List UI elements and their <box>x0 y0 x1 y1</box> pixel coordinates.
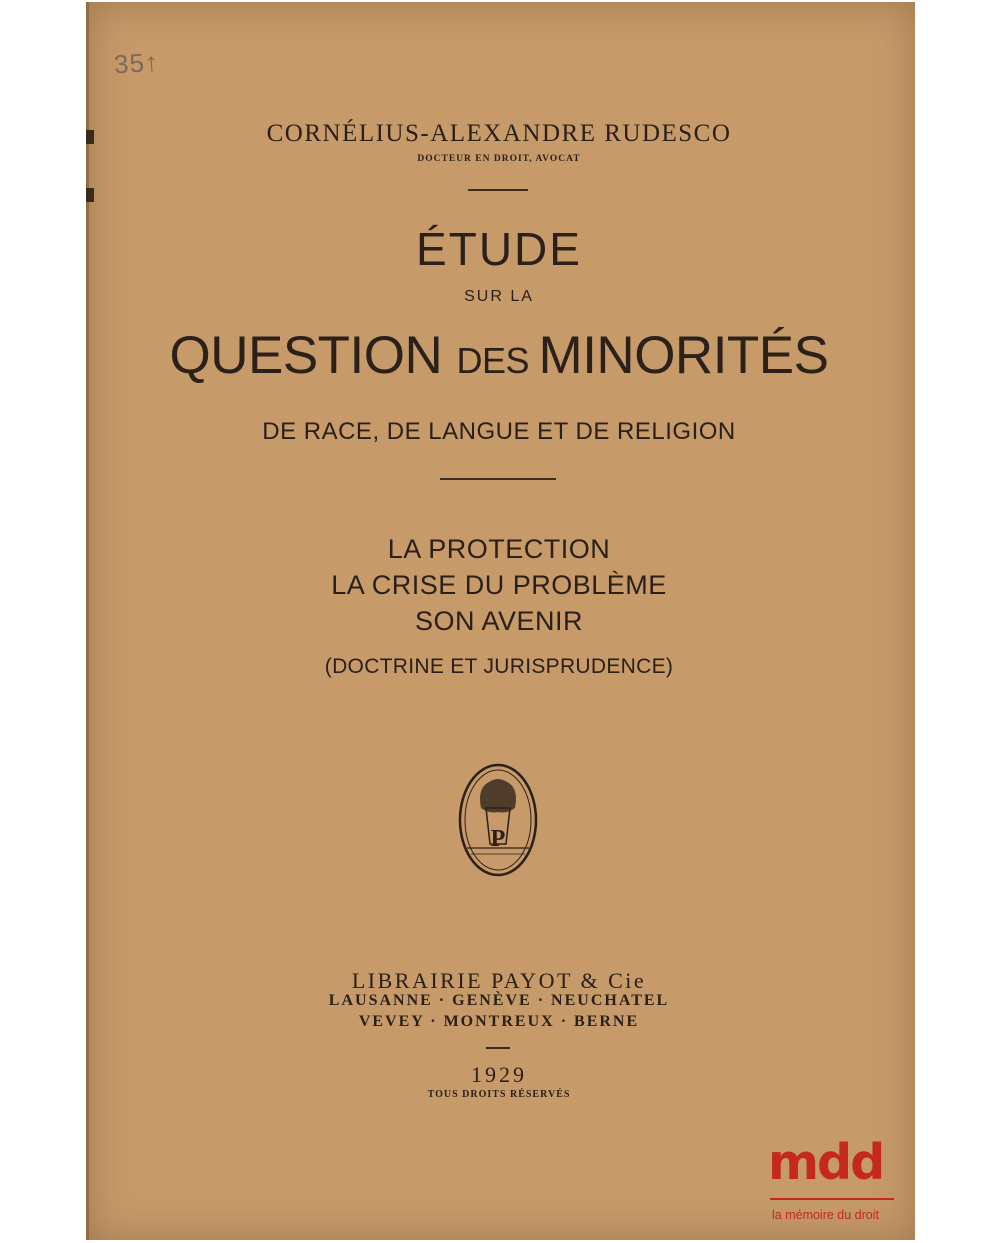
main-title-part: QUESTION <box>169 326 457 385</box>
mdd-logo: mdd <box>768 1134 884 1191</box>
divider <box>468 189 528 191</box>
author-title: DOCTEUR EN DROIT, AVOCAT <box>417 154 581 164</box>
spine-mark <box>86 188 94 202</box>
publisher-name: LIBRAIRIE PAYOT & Cie <box>351 968 647 993</box>
publisher-logo <box>457 762 539 878</box>
mdd-underline <box>770 1198 894 1200</box>
title-line-1: ÉTUDE <box>416 223 582 275</box>
rights-notice: TOUS DROITS RÉSERVÉS <box>427 1089 571 1100</box>
publisher-cities-1: LAUSANNE · GENÈVE · NEUCHATEL <box>328 992 670 1009</box>
topic-crisis: LA CRISE DU PROBLÈME <box>331 570 667 600</box>
doctrine-note: (DOCTRINE ET JURISPRUDENCE) <box>324 655 674 678</box>
title-line-2: SUR LA <box>464 288 534 305</box>
main-title-part: MINORITÉS <box>538 326 829 385</box>
pencil-note: 35↑ <box>112 46 160 80</box>
subtitle: DE RACE, DE LANGUE ET DE RELIGION <box>262 418 736 445</box>
divider <box>486 1047 510 1049</box>
publisher-cities-2: VEVEY · MONTREUX · BERNE <box>358 1013 640 1030</box>
logo-letter: P <box>490 826 506 852</box>
mdd-watermark <box>768 1134 898 1228</box>
mdd-tagline: la mémoire du droit <box>772 1208 879 1222</box>
main-title <box>86 325 912 386</box>
topic-protection: LA PROTECTION <box>387 534 611 564</box>
topic-future: SON AVENIR <box>414 606 584 636</box>
publication-year: 1929 <box>471 1062 527 1087</box>
author-name: CORNÉLIUS-ALEXANDRE RUDESCO <box>266 120 732 147</box>
divider <box>440 478 556 480</box>
main-title-part: DES <box>456 340 539 381</box>
